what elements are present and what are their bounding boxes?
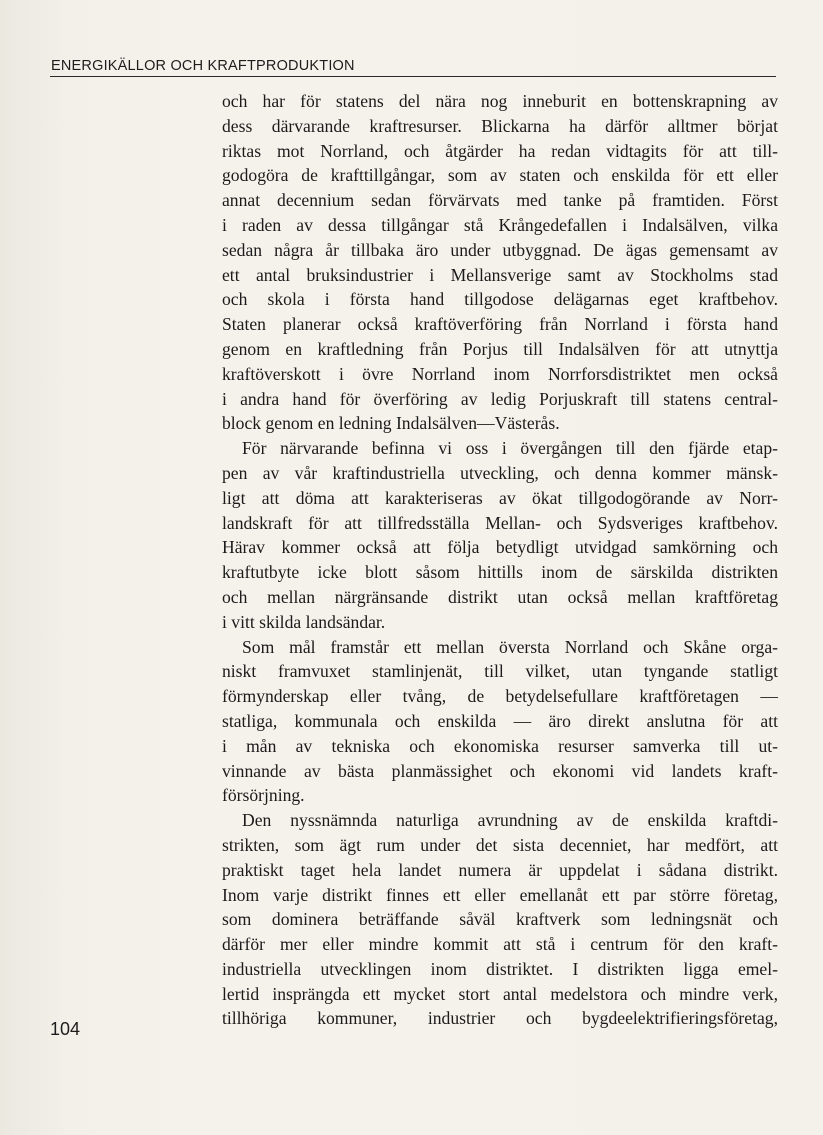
- text-line: i vitt skilda landsändar.: [222, 611, 386, 632]
- text-line: kraftöverskott i övre Norrland inom Norrforsdistriktet men också: [222, 363, 778, 384]
- text-line: i mån av tekniska och ekonomiska resurser samverka till ut-: [222, 735, 778, 756]
- text-line: ett antal bruksindustrier i Mellansverige samt av Stockholms stad: [222, 264, 778, 285]
- text-line: i andra hand för överföring av ledig Porjuskraft till statens central-: [222, 388, 778, 409]
- text-line: ligt att döma att karakteriseras av ökat tillgodogörande av Norr-: [222, 487, 778, 508]
- text-line: annat decennium sedan förvärvats med tanke på framtiden. Först: [222, 190, 778, 211]
- text-line: godogöra de krafttillgångar, som av staten och enskilda för ett eller: [222, 165, 778, 186]
- text-line: sedan några år tillbaka äro under utbyggnad. De ägas gemensamt av: [222, 239, 778, 260]
- text-line: niskt framvuxet stamlinjenät, till vilket, utan tyngande statligt: [222, 661, 778, 682]
- text-line: i raden av dessa tillgångar stå Krångedefallen i Indalsälven, vilka: [222, 214, 778, 235]
- text-line: därför mer eller mindre kommit att stå i centrum för den kraft-: [222, 934, 778, 955]
- page-number: 104: [50, 1019, 81, 1039]
- text-line: Inom varje distrikt finnes ett eller emellanåt ett par större företag,: [222, 884, 778, 905]
- text-line: Som mål framstår ett mellan översta Norrland och Skåne orga-: [242, 636, 778, 657]
- running-header: [50, 56, 776, 77]
- text-line: Härav kommer också att följa betydligt utvidgad samkörning och: [222, 537, 778, 558]
- text-line: vinnande av bästa planmässighet och ekonomi vid landets kraft-: [222, 760, 778, 781]
- text-line: statliga, kommunala och enskilda — äro direkt anslutna för att: [222, 710, 778, 731]
- text-line: förmynderskap eller tvång, de betydelsefullare kraftföretagen —: [222, 686, 778, 707]
- text-line: praktiskt taget hela landet numera är uppdelat i sådana distrikt.: [222, 859, 778, 880]
- text-line: block genom en ledning Indalsälven—Västerås.: [222, 413, 560, 434]
- text-line: landskraft för att tillfredsställa Mellan- och Sydsveriges kraftbehov.: [222, 512, 778, 533]
- paragraph: [222, 89, 778, 436]
- text-line: pen av vår kraftindustriella utveckling, och denna kommer mänsk-: [222, 462, 778, 483]
- text-line: Staten planerar också kraftöverföring från Norrland i första hand: [222, 314, 778, 335]
- text-line: som dominera beträffande såväl kraftverk som ledningsnät och: [222, 909, 778, 930]
- text-line: För närvarande befinna vi oss i övergången till den fjärde etap-: [242, 438, 778, 459]
- text-line: kraftutbyte icke blott såsom hittills inom de särskilda distrikten: [222, 562, 778, 583]
- text-line: genom en kraftledning från Porjus till Indalsälven för att utnyttja: [222, 338, 778, 359]
- paragraph: [222, 635, 778, 809]
- text-line: och har för statens del nära nog inneburit en bottenskrapning av: [222, 91, 778, 111]
- text-line: lertid insprängda ett mycket stort antal medelstora och mindre verk,: [222, 983, 778, 1004]
- paragraph: [222, 808, 778, 1031]
- text-line: tillhöriga kommuner, industrier och bygdeelektrifieringsföretag,: [222, 1008, 778, 1029]
- body-text: [222, 89, 778, 1031]
- text-line: och skola i första hand tillgodose delägarnas eget kraftbehov.: [222, 289, 778, 310]
- text-line: Den nyssnämnda naturliga avrundning av de enskilda kraftdi-: [242, 810, 778, 831]
- text-line: försörjning.: [222, 785, 305, 806]
- running-title: ENERGIKÄLLOR OCH KRAFTPRODUKTION: [51, 58, 355, 74]
- text-line: riktas mot Norrland, och åtgärder ha redan vidtagits för att till-: [222, 140, 778, 161]
- text-line: och mellan närgränsande distrikt utan också mellan kraftföretag: [222, 586, 778, 607]
- paragraph: [222, 436, 778, 634]
- text-line: strikten, som ägt rum under det sista decenniet, har medfört, att: [222, 834, 778, 855]
- text-line: industriella utvecklingen inom distriktet. I distrikten ligga emel-: [222, 958, 778, 979]
- text-line: dess därvarande kraftresurser. Blickarna ha därför alltmer börjat: [222, 115, 778, 136]
